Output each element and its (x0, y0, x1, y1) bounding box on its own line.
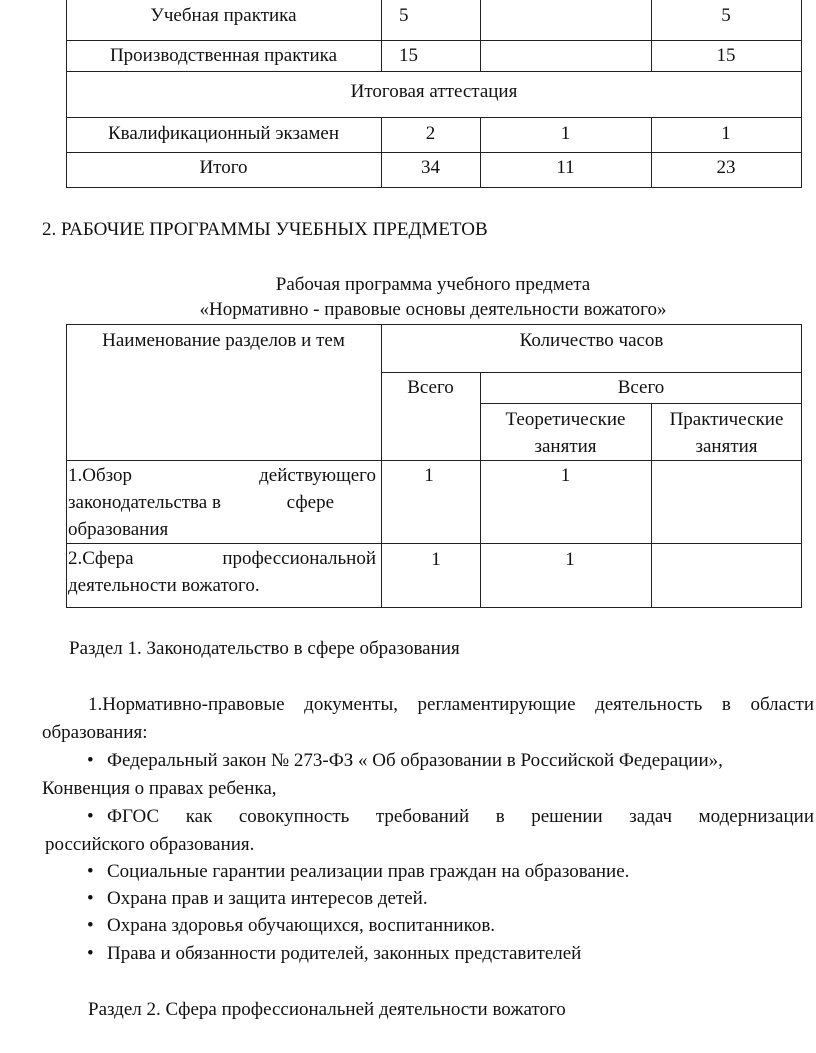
hours-table (0, 0, 816, 190)
row-text: законодательства в (68, 492, 221, 513)
header-hours: Количество часов (519, 330, 664, 351)
bullet-item: ФГОС как совокупность требований в решении задач модернизации (107, 806, 814, 827)
header-total: Всего (407, 377, 454, 398)
header-practice-line2: занятия (695, 436, 758, 457)
table-cell-total: 5 (399, 5, 409, 26)
bullet-item: Федеральный закон № 273-ФЗ « Об образовании в Российской Федерации», (107, 750, 723, 771)
row-theory: 1 (560, 465, 571, 486)
table-cell-total: 34 (421, 157, 440, 178)
bullet-icon: • (87, 888, 94, 909)
table-cell-practice: 15 (716, 45, 736, 66)
table-cell-name: Учебная практика (150, 5, 297, 26)
table-cell-total: 2 (425, 123, 436, 144)
table-cell-theory: 11 (556, 157, 575, 178)
header-sections: Наименование разделов и тем (102, 330, 345, 351)
bullet-icon: • (87, 915, 94, 936)
row-text: профессиональной (222, 548, 376, 569)
section1-item-line2: образования: (42, 722, 148, 743)
bullet-icon: • (87, 750, 94, 771)
row-text: 1.Обзор (68, 465, 133, 486)
program-title-line2: «Нормативно - правовые основы деятельности вожатого» (199, 299, 667, 320)
bullet-item-continued: Конвенция о правах ребенка, (42, 778, 277, 799)
header-practice (651, 406, 802, 460)
bullet-icon: • (87, 943, 94, 964)
row-total: 1 (431, 549, 441, 570)
table-cell-name: Квалификационный экзамен (107, 123, 340, 144)
row-text: образования (68, 519, 169, 540)
row-text: 2.Сфера (68, 548, 134, 569)
table-row (68, 545, 376, 599)
header-theory-line2: занятия (534, 436, 597, 457)
header-split: Всего (617, 377, 665, 398)
table-cell-name: Итого (199, 157, 248, 178)
table-cell-total: 15 (399, 45, 418, 66)
section1-item-line1: 1.Нормативно-правовые документы, регламентирующие деятельность в области (88, 694, 814, 715)
header-practice-line1: Практические (669, 409, 784, 430)
section-heading: 2. РАБОЧИЕ ПРОГРАММЫ УЧЕБНЫХ ПРЕДМЕТОВ (42, 219, 488, 240)
row-total: 1 (424, 465, 434, 486)
table-cell-practice: 5 (721, 5, 731, 26)
section1-heading: Раздел 1. Законодательство в сфере образования (69, 638, 460, 659)
table-cell-theory: 1 (560, 123, 571, 144)
row-theory: 1 (565, 549, 575, 570)
bullet-item: Охрана прав и защита интересов детей. (107, 888, 428, 909)
program-title-line1: Рабочая программа учебного предмета (275, 274, 591, 295)
bullet-item-continued: российского образования. (45, 834, 255, 855)
table-cell-name: Производственная практика (109, 45, 338, 66)
row-text: сфере (286, 492, 334, 513)
section2-heading: Раздел 2. Сфера профессиональней деятельности вожатого (88, 999, 566, 1020)
bullet-icon: • (87, 861, 94, 882)
program-table (0, 322, 816, 612)
row-text: деятельности вожатого. (68, 575, 260, 596)
header-theory-line1: Теоретические (505, 409, 626, 430)
table-row (68, 462, 376, 543)
bullet-item: Социальные гарантии реализации прав граждан на образование. (107, 861, 630, 882)
table-cell-practice: 23 (716, 157, 736, 178)
table-cell-practice: 1 (721, 123, 731, 144)
bullet-item: Права и обязанности родителей, законных представителей (107, 943, 582, 964)
bullet-icon: • (87, 806, 94, 827)
bullet-item: Охрана здоровья обучающихся, воспитанников. (107, 915, 496, 936)
header-theory (480, 406, 651, 460)
attestation-header: Итоговая аттестация (350, 81, 518, 102)
row-text: действующего (259, 465, 376, 486)
